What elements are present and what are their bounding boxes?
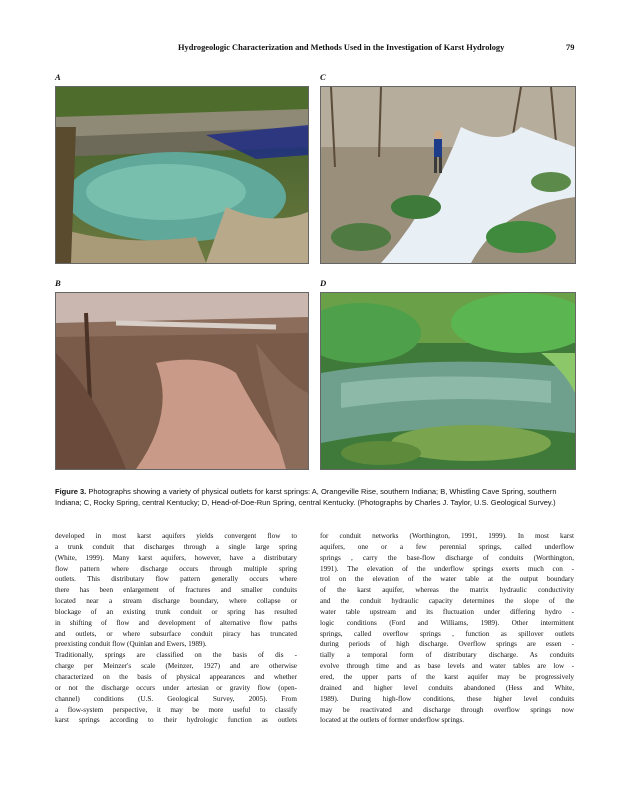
photo-a-orangeville-rise <box>55 86 309 264</box>
text-line: may be reactivated and discharge through overflow springs now <box>320 705 574 714</box>
text-line: aquifers, one or a few perennial springs, called underflow <box>320 542 574 551</box>
text-line: during periods of high discharge. Overflow springs are essen - <box>320 640 574 649</box>
panel-label-c: C <box>320 72 326 82</box>
text-line: charge per Meinzer's scale (Meinzer, 1927) and are otherwise <box>55 662 297 671</box>
panel-label-a: A <box>55 72 61 82</box>
page-number: 79 <box>566 43 575 52</box>
text-line: developed in most karst aquifers yields convergent flow to <box>55 532 297 540</box>
text-line: characterized on the basis of physical appearances and whether <box>55 672 297 681</box>
text-line: preexisting conduit flow (Quinlan and Ewers, 1989). <box>55 640 207 649</box>
text-line: blockage of an existing trunk conduit or spring has resulted <box>55 607 297 616</box>
text-line: springs , carry the base-flow discharge of conduits (Worthington, <box>320 553 574 562</box>
text-line: in shifting of flow and development of alternative flow paths <box>55 618 297 627</box>
text-line: and outlets, or where subsurface conduit piracy has truncated <box>55 629 297 638</box>
body-text-left-column <box>55 531 297 726</box>
text-line: or not the discharge occurs under artesian or gravity flow (open- <box>55 683 297 692</box>
text-line: there has been enlargement of fractures and smaller conduits <box>55 586 297 595</box>
text-line: ered, the upper parts of the karst aquifer may be progressively <box>320 672 574 681</box>
text-line: water table upstream and its fluctuation under differing hydro - <box>320 607 574 616</box>
text-line: channel) conditions (U.S. Geological Survey, 2005). From <box>55 694 297 703</box>
text-line: trol on the elevation of the water table at the output boundary <box>320 575 574 584</box>
text-line: outlets. This distributary flow pattern generally occurs where <box>55 575 297 584</box>
text-line: Traditionally, springs are classified on the basis of dis - <box>55 651 297 660</box>
figure-caption <box>55 486 575 508</box>
text-line: flow pattern where discharge occurs through multiple spring <box>55 564 297 573</box>
text-line: of the karst aquifer, whereas the matrix hydraulic conductivity <box>320 586 574 595</box>
text-line: a trunk conduit that discharges through a single large spring <box>55 542 297 551</box>
text-line: 1991). The elevation of the underflow springs exerts much con - <box>320 564 574 573</box>
text-line: evolve through time and as base levels and water tables are low - <box>320 662 574 671</box>
panel-label-d: D <box>320 278 327 288</box>
text-line: for conduit networks (Worthington, 1991, 1999). In most karst <box>320 532 574 540</box>
running-header <box>178 43 578 52</box>
text-line: karst springs according to their hydrologic function as outlets <box>55 716 297 725</box>
text-line: drained and higher level conduits abandoned (Hess and White, <box>320 683 574 692</box>
photo-c-rocky-spring <box>320 86 576 264</box>
text-line: springs, called overflow springs , function as spillover outlets <box>320 629 574 638</box>
text-line: tially a temporal form of distributary discharge. As conduits <box>320 651 574 660</box>
text-line: located near a stream discharge boundary, where collapse or <box>55 597 297 606</box>
running-header-title: Hydrogeologic Characterization and Methods Used in the Investigation of Karst Hydrology <box>178 43 505 52</box>
figure-label: Figure 3. <box>55 487 87 496</box>
photo-b-whistling-cave-spring <box>55 292 309 470</box>
text-line: (White, 1999). Many karst aquifers, however, have a distributary <box>55 553 297 562</box>
text-line: and the conduit hydraulic capacity determines the slope of the <box>320 597 574 606</box>
photo-d-head-of-doe-run-spring <box>320 292 576 470</box>
text-line: located at the outlets of former underflow springs. <box>320 716 465 725</box>
figure-caption-text: Photographs showing a variety of physical outlets for karst springs: A, Orangeville Rise, southern Indiana; B, Whistling Cave Spring, southern Indiana; C, Rocky Spring, central Kentucky; D, Head-of-Doe-Run Spring, central Kentucky. (Photographs by Charles J. Taylor, U.S. Geological Survey.) <box>55 487 557 507</box>
text-line: a flow-system perspective, it may be more useful to classify <box>55 705 297 714</box>
panel-label-b: B <box>55 278 61 288</box>
text-line: logic conditions (Ford and Williams, 1989). Other intermittent <box>320 618 574 627</box>
body-text-right-column <box>320 531 574 726</box>
text-line: 1989). During high-flow conditions, these higher level conduits <box>320 694 574 703</box>
